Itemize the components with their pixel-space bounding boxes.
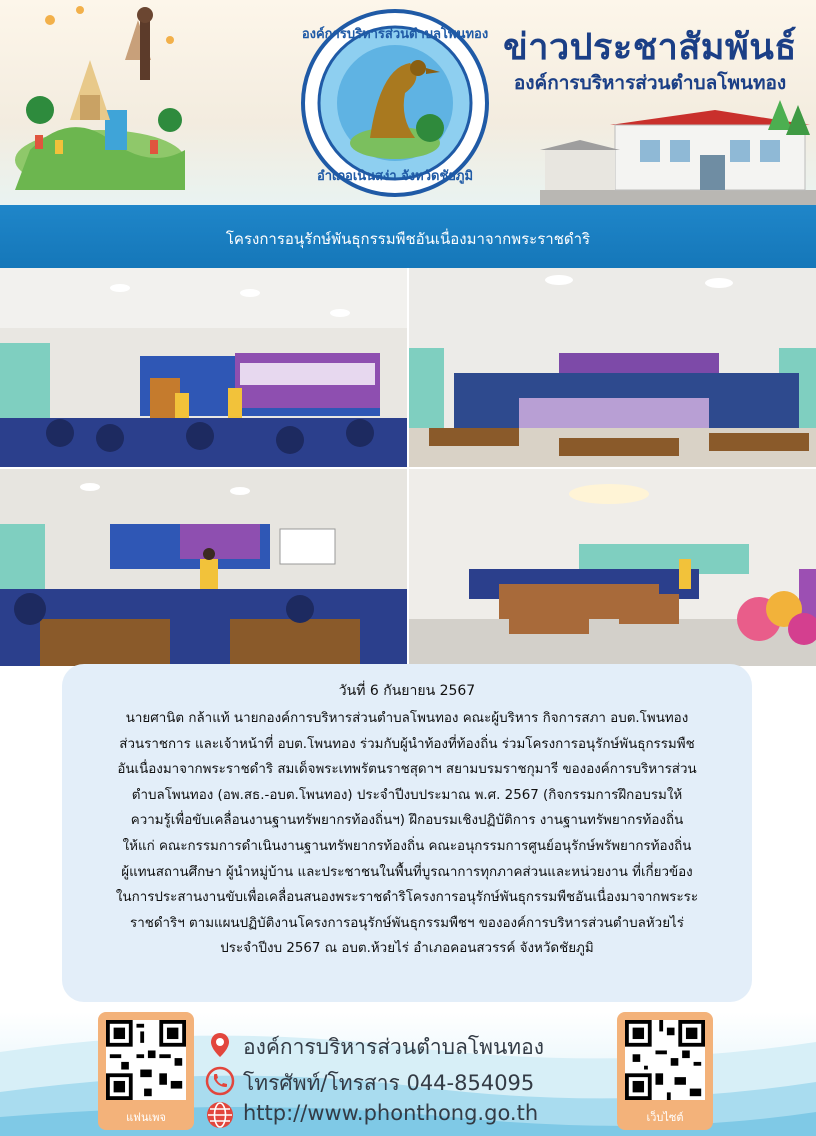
- globe-icon: [205, 1100, 235, 1130]
- training-hall-photo: [0, 268, 407, 467]
- article-line: ตำบลโพนทอง (อพ.สธ.-อบต.โพนทอง) ประจำปีงบประมาณ พ.ศ. 2567 (กิจกรรมการฝึกอบรมให้: [131, 787, 683, 803]
- article-line: ในการประสานงานขับเพื่อเคลื่อนสนองพระราชดำริโครงการอนุรักษ์พันธุกรรมพืชอันเนื่องมาจากพระระ: [115, 890, 699, 906]
- office-building-illustration: [540, 100, 816, 205]
- website-qr-card[interactable]: [617, 1012, 713, 1130]
- header: [0, 0, 816, 205]
- article-line: อันเนื่องมาจากพระราชดำริ สมเด็จพระเทพรัตนราชสุดาฯ สยามบรมราชกุมารี ขององค์การบริหารส่วน: [117, 762, 697, 778]
- article-line: ผู้แทนสถานศึกษา ผู้นำหมู่บ้าน และประชาชนในพื้นที่บูรณาการทุกภาคส่วนและหน่วยงาน ที่เกี่ยวข้อง: [121, 864, 693, 880]
- website-label: เว็บไซต์: [646, 1111, 684, 1124]
- page-title: ข่าวประชาสัมพันธ์: [503, 27, 797, 68]
- speaker-photo: [0, 469, 407, 666]
- article-line: ให้แก่ คณะกรรมการดำเนินงานฐานทรัพยากรท้องถิ่น คณะอนุกรรมการศูนย์อนุรักษ์พรัพยากรท้องถิ่น: [122, 838, 692, 854]
- article-line: นายศานิต กล้าแท้ นายกองค์การบริหารส่วนตำบลโพนทอง คณะผู้บริหาร กิจการสภา อบต.โพนทอง: [125, 711, 689, 726]
- project-banner: [0, 205, 816, 268]
- group-photo: [409, 268, 816, 467]
- address-text: องค์การบริหารส่วนตำบลโพนทอง: [243, 1035, 545, 1059]
- article-date: วันที่ 6 กันยายน 2567: [338, 683, 476, 699]
- fanpage-label: แฟนเพจ: [126, 1111, 166, 1124]
- classroom-photo: [409, 469, 816, 666]
- article-box: [62, 664, 752, 1002]
- article-line: ส่วนราชการ และเจ้าหน้าที่ อบต.โพนทอง ร่วมกับผู้นำท้องที่ท้องถิ่น ร่วมโครงการอนุรักษ์พันธุกรรมพืช: [119, 736, 695, 752]
- article-line: ความรู้เพื่อขับเคลื่อนงานฐานทรัพยากรท้องถิ่นฯ) ฝึกอบรมเชิงปฏิบัติการ งานฐานทรัพยากรท้องถิ่น: [130, 813, 684, 829]
- article-line: ราชดำริฯ ตามแผนปฏิบัติงานโครงการอนุรักษ์พันธุกรรมพืชฯ ขององค์การบริหารส่วนตำบลหัวยไร่: [130, 915, 684, 931]
- fanpage-qr-code[interactable]: [106, 1020, 186, 1100]
- phone-text[interactable]: โทรศัพท์/โทรสาร 044-854095: [243, 1071, 535, 1095]
- fanpage-qr-card[interactable]: [98, 1012, 194, 1130]
- emblem-seal: [300, 8, 490, 198]
- phone-icon: [205, 1066, 235, 1096]
- article-line: ประจำปีงบ 2567 ณ อบต.ห้วยไร่ อำเภอคอนสวรรค์ จังหวัดชัยภูมิ: [220, 941, 594, 957]
- website-qr-code[interactable]: [625, 1020, 705, 1100]
- emblem-top-text: องค์การบริหารส่วนตำบลโพนทอง: [301, 27, 489, 42]
- website-link[interactable]: http://www.phonthong.go.th: [243, 1101, 539, 1125]
- article-body: [74, 706, 740, 962]
- location-pin-icon: [205, 1030, 235, 1060]
- local-landmarks-illustration: [10, 0, 190, 200]
- project-title: โครงการอนุรักษ์พันธุกรรมพืชอันเนื่องมาจากพระราชดำริ: [225, 230, 591, 248]
- emblem-bottom-text: อำเภอเนินสง่า จังหวัดชัยภูมิ: [316, 169, 474, 184]
- page-subtitle: องค์การบริหารส่วนตำบลโพนทอง: [513, 72, 787, 94]
